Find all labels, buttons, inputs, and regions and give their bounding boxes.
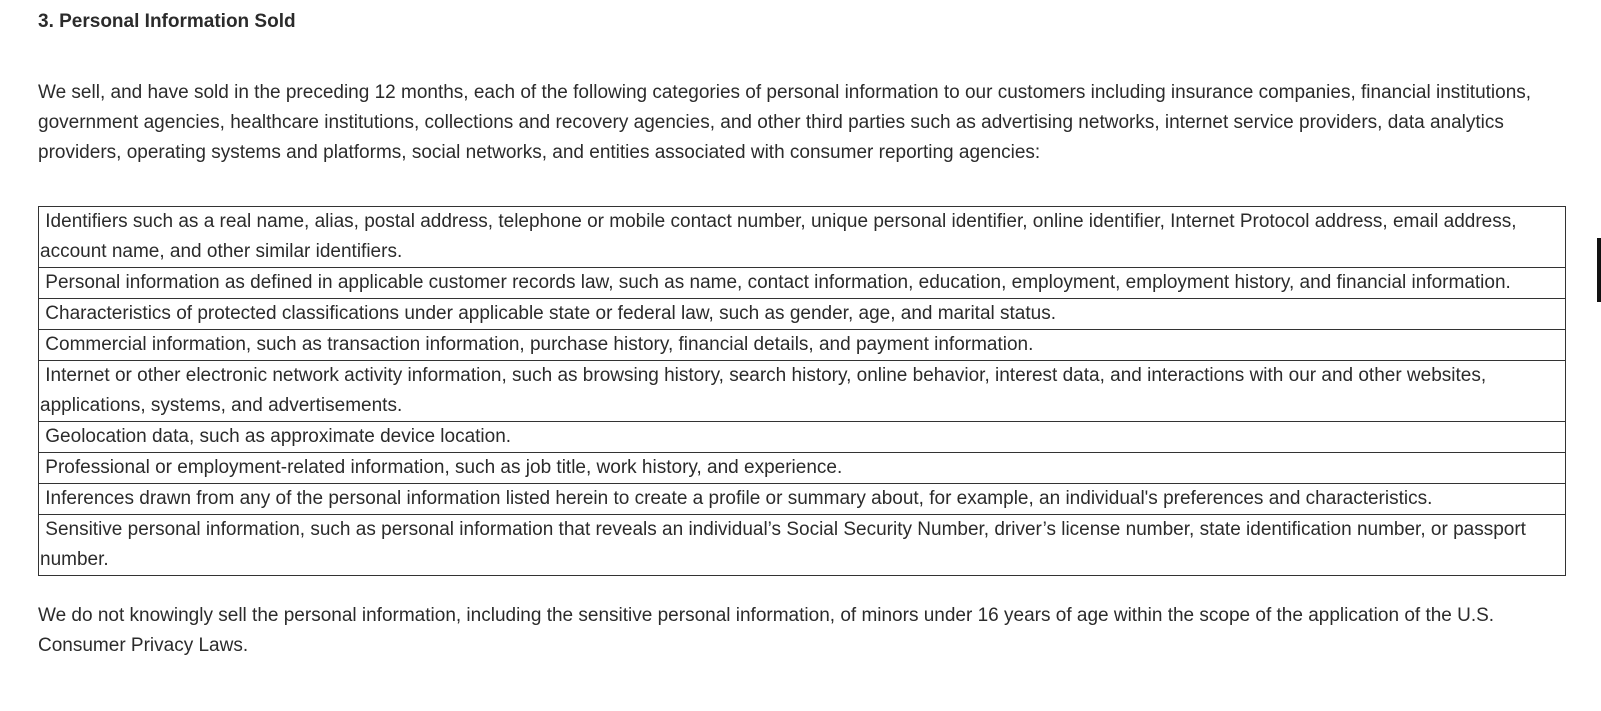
table-row [39, 484, 1566, 515]
category-cell-personal-information: Personal information as defined in applicable customer records law, such as name, contact information, education, employment, employment history, and financial information. [39, 268, 1566, 299]
table-row [39, 207, 1566, 268]
category-cell-protected-classifications: Characteristics of protected classifications under applicable state or federal law, such as gender, age, and marital status. [39, 299, 1566, 330]
table-row [39, 515, 1566, 576]
section-heading: 3. Personal Information Sold [38, 11, 296, 32]
categories-table [38, 206, 1566, 576]
category-cell-inferences: Inferences drawn from any of the personal information listed herein to create a profile or summary about, for example, an individual's preferences and characteristics. [39, 484, 1566, 515]
scrollbar-thumb[interactable] [1597, 238, 1601, 302]
table-row [39, 422, 1566, 453]
category-cell-sensitive-information: Sensitive personal information, such as personal information that reveals an individual’s Social Security Number, driver’s license number, state identification number, or passport number. [39, 515, 1566, 576]
category-cell-geolocation: Geolocation data, such as approximate device location. [39, 422, 1566, 453]
category-cell-identifiers: Identifiers such as a real name, alias, postal address, telephone or mobile contact number, unique personal identifier, online identifier, Internet Protocol address, email address, account name, and other similar identifiers. [39, 207, 1566, 268]
category-cell-network-activity: Internet or other electronic network activity information, such as browsing history, search history, online behavior, interest data, and interactions with our and other websites, applications, systems, and advertisements. [39, 361, 1566, 422]
table-row [39, 361, 1566, 422]
privacy-section [38, 0, 1566, 661]
category-cell-professional: Professional or employment-related information, such as job title, work history, and experience. [39, 453, 1566, 484]
table-row [39, 299, 1566, 330]
table-row [39, 330, 1566, 361]
category-cell-commercial-information: Commercial information, such as transaction information, purchase history, financial details, and payment information. [39, 330, 1566, 361]
intro-paragraph: We sell, and have sold in the preceding 12 months, each of the following categories of personal information to our customers including insurance companies, financial institutions, government agencies, healthcare institutions, collections and recovery agencies, and other third parties such as advertising networks, internet service providers, data analytics providers, operating systems and platforms, social networks, and entities associated with consumer reporting agencies: [38, 82, 1532, 163]
table-row [39, 268, 1566, 299]
table-row [39, 453, 1566, 484]
closing-paragraph: We do not knowingly sell the personal information, including the sensitive personal information, of minors under 16 years of age within the scope of the application of the U.S. Consumer Privacy Laws. [38, 605, 1495, 656]
